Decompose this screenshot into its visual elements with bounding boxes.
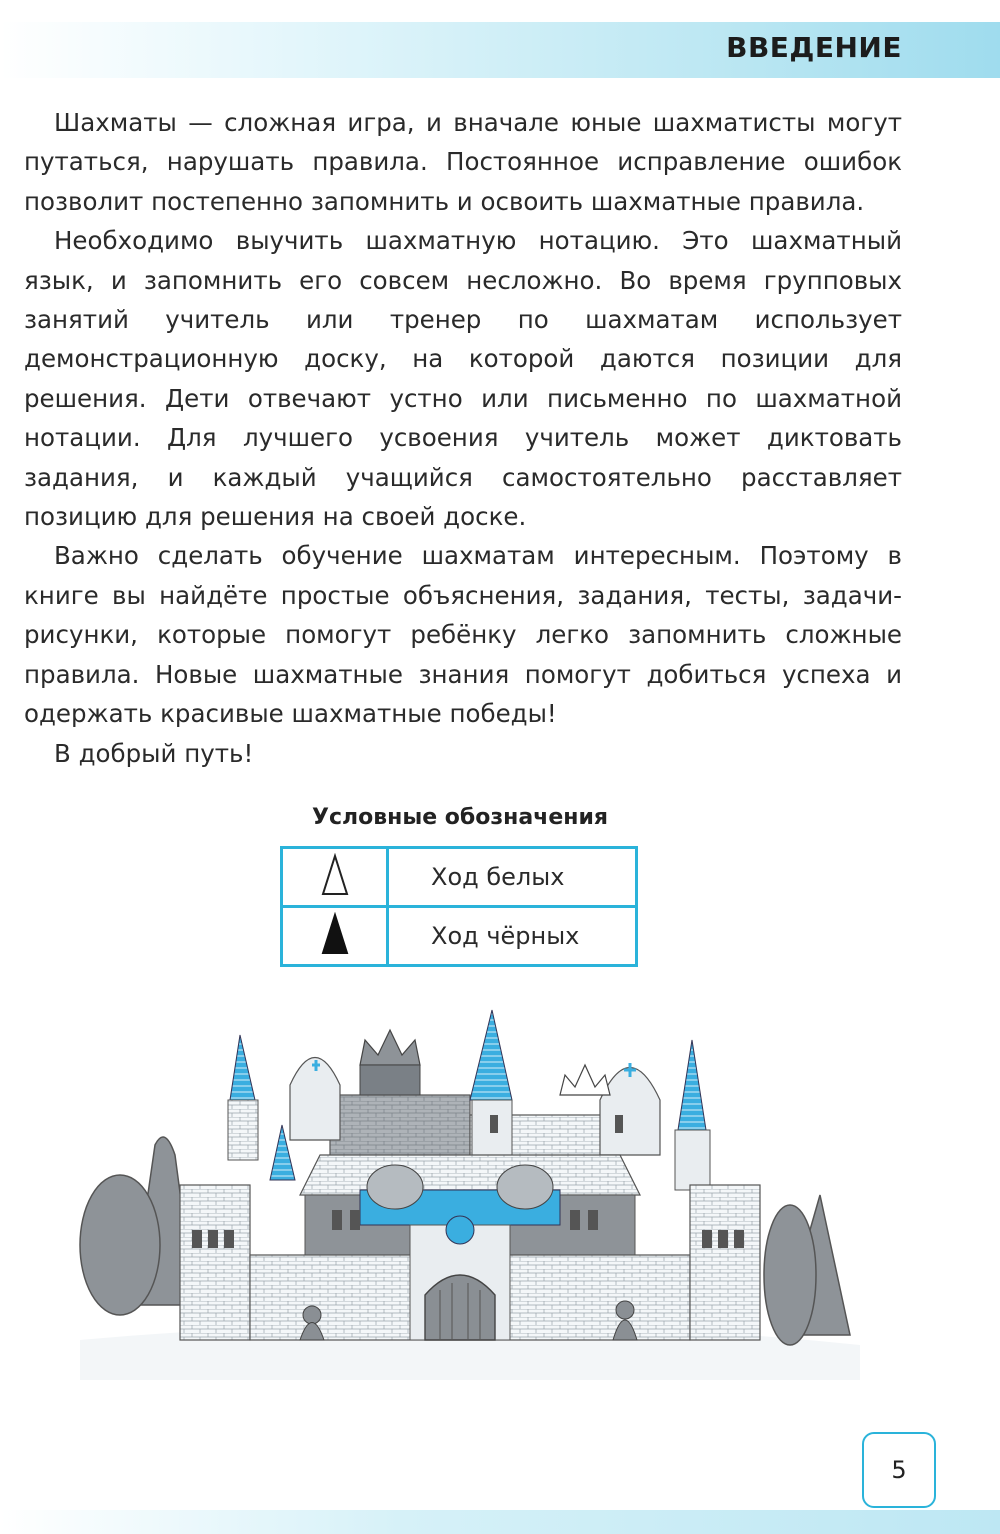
- intro-paragraph: Важно сделать обучение шахматам интересным. Поэтому в книге вы найдёте простые объяснения, задания, тесты, задачи-рисунки, которые помогут ребёнку легко запомнить сложные правила. Новые шахматные знания помогут добиться успеха и одержать красивые шахматные победы!: [24, 541, 902, 729]
- intro-paragraph: Необходимо выучить шахматную нотацию. Это шахматный язык, и запомнить его совсем несложно. Во время групповых занятий учитель или тренер по шахматам использует демонстрационную доску, на которой даются позиции для решения. Дети отвечают устно или письменно по шахматной нотации. Для лучшего усвоения учитель может диктовать задания, и каждый учащийся самостоятельно расставляет позицию для решения на своей доске.: [24, 226, 902, 532]
- legend-table: [280, 846, 638, 967]
- legend-row-white: [282, 848, 637, 907]
- legend-label: Ход чёрных: [388, 907, 637, 966]
- footer-band: [0, 1510, 1000, 1534]
- legend-row-black: [282, 907, 637, 966]
- chess-castle-illustration: [60, 1005, 880, 1380]
- section-title: ВВЕДЕНИЕ: [726, 31, 902, 64]
- legend-label: Ход белых: [388, 848, 637, 907]
- intro-paragraph: В добрый путь!: [54, 738, 254, 768]
- intro-text: [24, 103, 902, 773]
- legend-title: Условные обозначения: [311, 805, 608, 830]
- intro-paragraph: Шахматы — сложная игра, и вначале юные шахматисты могут путаться, нарушать правила. Постоянное исправление ошибок позволит постепенно запомнить и освоить шахматные правила.: [24, 108, 902, 216]
- white-triangle-icon: [320, 853, 350, 897]
- black-triangle-icon: [320, 912, 350, 956]
- legend-symbol-cell: [282, 907, 388, 966]
- legend-symbol-cell: [282, 848, 388, 907]
- page-number: 5: [862, 1432, 936, 1508]
